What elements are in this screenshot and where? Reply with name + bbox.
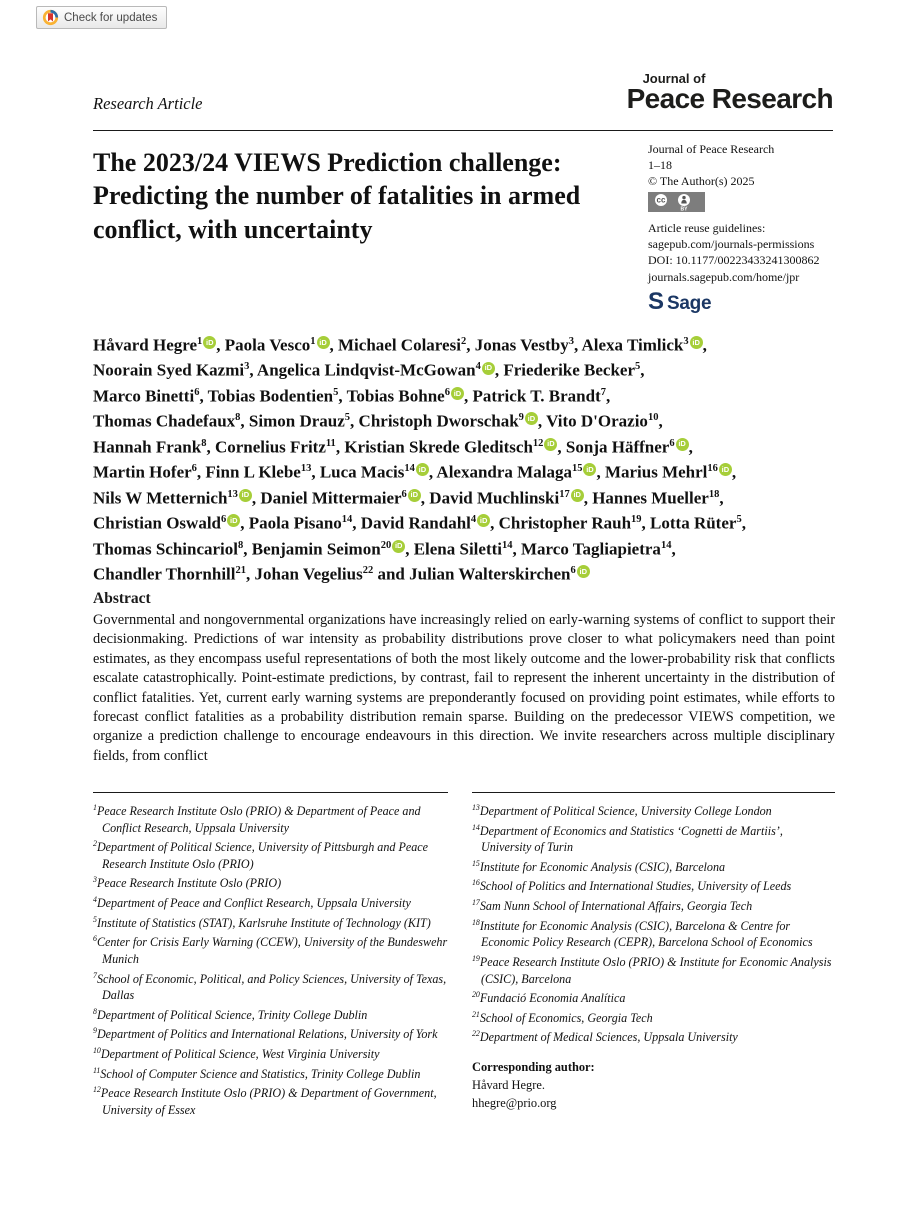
- check-for-updates-button[interactable]: [36, 6, 167, 29]
- author-affiliation-number: 4: [475, 361, 481, 373]
- header-divider: [93, 130, 833, 131]
- footnote: $^{22}$Department of Medical Sciences, Uppsala University: [472, 1029, 738, 1045]
- author-name: Finn L Klebe: [205, 462, 301, 482]
- footnote: $^3$Peace Research Institute Oslo (PRIO): [93, 875, 282, 891]
- orcid-icon[interactable]: iD: [227, 514, 240, 527]
- footnote-number: 19: [472, 953, 480, 963]
- author-name: Marco Binetti: [93, 386, 195, 406]
- author-affiliation-number: 5: [333, 386, 339, 398]
- author-name: Vito D'Orazio: [546, 412, 648, 432]
- footnote-number: 12: [93, 1085, 101, 1095]
- author-affiliation-number: 21: [235, 565, 247, 577]
- orcid-icon[interactable]: iD: [408, 489, 421, 502]
- orcid-icon[interactable]: iD: [577, 565, 590, 578]
- author-name: Marius Mehrl: [604, 462, 708, 482]
- author-affiliation-number: 8: [238, 539, 244, 551]
- author-name: Chandler Thornhill: [93, 564, 236, 584]
- orcid-icon[interactable]: iD: [690, 336, 703, 349]
- orcid-icon[interactable]: iD: [477, 514, 490, 527]
- footnote: $^8$Department of Political Science, Trinity College Dublin: [93, 1006, 368, 1022]
- author-name: Michael Colaresi: [338, 335, 461, 355]
- author-affiliation-number: 11: [325, 437, 336, 449]
- author-affiliation-number: 5: [635, 361, 641, 373]
- footnote: $^{20}$Fundació Economia Analítica: [472, 990, 626, 1006]
- author-name: Kristian Skrede Gleditsch: [344, 437, 533, 457]
- meta-page-range: 1–18: [648, 158, 672, 173]
- footnote: $^4$Department of Peace and Conflict Research, Uppsala University: [93, 895, 411, 911]
- sage-logo-wordmark: Sage: [667, 292, 712, 314]
- author-name: Luca Macis: [319, 462, 405, 482]
- footnote: $^{15}$Institute for Economic Analysis (CSIC), Barcelona: [472, 858, 726, 874]
- orcid-icon[interactable]: iD: [451, 387, 464, 400]
- footnote-number: 1: [93, 803, 97, 812]
- footnote: $^6$Center for Crisis Early Warning (CCEW), University of the Bundeswehr Munich: [93, 934, 448, 966]
- author-affiliation-number: 5: [344, 412, 351, 424]
- footnote: $^{13}$Department of Political Science, University College London: [472, 803, 772, 819]
- corresponding-author-name: Håvard Hegre.: [472, 1078, 545, 1093]
- corresponding-author-block: [472, 1059, 835, 1113]
- author-affiliation-number: 6: [570, 565, 576, 577]
- author-affiliation-number: 6: [194, 386, 200, 398]
- author-name: David Muchlinski: [429, 488, 560, 508]
- author-affiliation-number: 20: [380, 539, 392, 551]
- svg-text:BY: BY: [680, 206, 688, 213]
- orcid-icon[interactable]: iD: [482, 362, 495, 375]
- footnote-number: 9: [93, 1026, 97, 1036]
- author-name: Marco Tagliapietra: [521, 539, 661, 559]
- author-name: David Randahl: [360, 513, 471, 533]
- author-affiliation-number: 12: [532, 437, 544, 449]
- footnote-number: 17: [472, 898, 480, 908]
- author-name: Christopher Rauh: [498, 513, 632, 533]
- footnote: $^5$Institute of Statistics (STAT), Karlsruhe Institute of Technology (KIT): [93, 914, 431, 930]
- author-affiliation-number: 18: [708, 488, 720, 500]
- author-name: Martin Hofer: [93, 462, 192, 482]
- footnotes-right-column: [472, 792, 835, 1118]
- footnote-number: 16: [472, 878, 480, 888]
- footnote-number: 2: [93, 839, 97, 849]
- reuse-guidelines-label: Article reuse guidelines:: [648, 221, 766, 236]
- footnote-number: 15: [472, 858, 480, 868]
- author-name: Christoph Dworschak: [358, 412, 519, 432]
- footnotes-right-list: [472, 800, 835, 1046]
- corresponding-author-email[interactable]: hhegre@prio.org: [472, 1096, 557, 1110]
- author-affiliation-number: 6: [401, 488, 407, 500]
- abstract-heading: Abstract: [93, 590, 151, 607]
- journal-logo-main-line: Peace Research: [626, 83, 833, 114]
- footnote: $^{11}$School of Computer Science and Statistics, Trinity College Dublin: [93, 1065, 421, 1081]
- author-name: Nils W Metternich: [93, 488, 228, 508]
- footnote-number: 22: [472, 1029, 480, 1039]
- author-name: Jonas Vestby: [474, 335, 569, 355]
- author-affiliation-number: 10: [647, 412, 659, 424]
- author-affiliation-number: 14: [404, 463, 415, 475]
- footnote: $^{16}$School of Politics and International Studies, University of Leeds: [472, 878, 792, 894]
- orcid-icon[interactable]: iD: [525, 412, 538, 425]
- doi-text: DOI: 10.1177/00223433241300862: [648, 253, 820, 268]
- footnote: $^{14}$Department of Economics and Statistics ‘Cognetti de Martiis’, University of Turin: [472, 822, 783, 855]
- author-name: Tobias Bohne: [346, 386, 445, 406]
- author-name: Hannah Frank: [93, 437, 202, 457]
- author-name: Christian Oswald: [93, 513, 221, 533]
- footnotes-left-column: [93, 792, 448, 1118]
- author-name: Thomas Chadefaux: [93, 412, 236, 432]
- author-name: Friederike Becker: [503, 361, 636, 381]
- orcid-icon[interactable]: iD: [719, 463, 732, 476]
- author-affiliation-number: 2: [460, 336, 467, 347]
- svg-text:cc: cc: [656, 195, 666, 205]
- orcid-icon[interactable]: iD: [317, 336, 330, 349]
- author-affiliation-number: 13: [300, 463, 312, 475]
- sage-logo-mark: S: [648, 287, 665, 315]
- author-name: Alexandra Malaga: [436, 462, 572, 482]
- author-affiliation-number: 4: [470, 514, 477, 526]
- orcid-icon[interactable]: iD: [203, 336, 216, 349]
- orcid-icon[interactable]: iD: [544, 438, 557, 451]
- author-affiliation-number: 6: [669, 437, 675, 449]
- orcid-icon[interactable]: iD: [571, 489, 584, 502]
- author-list: Håvard Hegre$^1$ iD , Paola Vesco$^1$ iD , Michael Colaresi$^2$, Jonas Vestby$^3$, Alexa Timlick$^3$ iD , Noorain Syed Kazmi$^3$, Angelica Lindqvist-McGowan$^4$ iD , Friederike Becker$^5$, Marco Binetti$^6$, Tobias Bodentien$^5$, Tobias Bohne$^6$ iD , Patrick T. Brandt$^7$, Thomas Chadefaux$^8$, Simon Drauz$^5$, Christoph Dworschak$^9$ iD , Vito D'Orazio$^{10}$, Hannah Frank$^8$, Cornelius Fritz$^{11}$, Kristian Skrede Gleditsch$^{12}$ iD , Sonja Häffner$^6$ iD , Martin Hofer$^6$, Finn L Klebe$^{13}$, Luca Macis$^{14}$ iD , Alexandra Malaga$^{15}$ iD , Marius Mehrl$^{16}$ iD , Nils W Metternich$^{13}$ iD , Daniel Mittermaier$^6$ iD , David Muchlinski$^{17}$ iD , Hannes Mueller$^{18}$, Christian Oswald$^6$ iD , Paola Pisano$^{14}$, David Randahl$^4$ iD , Christopher Rauh$^{19}$, Lotta Rüter$^5$, Thomas Schincariol$^8$, Benjamin Seimon$^{20}$ iD , Elena Siletti$^{14}$, Marco Tagliapietra$^{14}$, Chandler Thornhill$^{21}$, Johan Vegelius$^{22}$ and Julian Walterskirchen$^6$ iD: [93, 335, 746, 584]
- author-name: Simon Drauz: [248, 412, 345, 432]
- footnote-number: 6: [93, 934, 97, 944]
- author-affiliation-number: 13: [227, 488, 238, 500]
- author-affiliation-number: 17: [559, 488, 570, 500]
- author-affiliation-number: 14: [341, 514, 353, 526]
- author-affiliation-number: 5: [736, 514, 742, 526]
- footnote-number: 18: [472, 917, 480, 927]
- author-name: Hannes Mueller: [592, 488, 709, 508]
- author-affiliation-number: 7: [600, 386, 607, 398]
- abstract-text: Governmental and nongovernmental organizations have increasingly relied on early-warning systems of conflict to support their decisionmaking. Predictions of war intensity as probability distributions prove closer to what policymakers need than point estimates, as they encompass useful representations of both the most likely outcome and the lower-probability risk that conflicts escalate catastrophically. Point-estimate predictions, by contrast, fail to represent the inherent uncertainty in the distribution of conflict fatalities. Yet, current early warning systems are preponderantly focused on providing point estimates, while efforts to forecast conflict fatalities as a probability distribution remain sparse. Building on the predecessor VIEWS competition, we organize a prediction challenge to encourage endeavours in this direction. We invite researchers across multiple disciplinary fields, from conflict: [93, 612, 835, 764]
- footnote-number: 13: [472, 803, 480, 812]
- author-name: Paola Vesco: [224, 335, 311, 355]
- author-affiliation-number: 1: [310, 336, 316, 347]
- page-title: The 2023/24 VIEWS Prediction challenge: Predicting the number of fatalities in armed conflict, with uncertainty: [93, 148, 581, 244]
- footnote: $^{10}$Department of Political Science, West Virginia University: [93, 1046, 380, 1062]
- author-name: Paola Pisano: [248, 513, 342, 533]
- footnote-number: 3: [93, 875, 97, 885]
- author-name: Håvard Hegre: [93, 335, 198, 355]
- footnote: $^{19}$Peace Research Institute Oslo (PRIO) & Institute for Economic Analysis (CSIC), Barcelona: [472, 953, 832, 986]
- author-affiliation-number: 6: [221, 514, 227, 526]
- footnote-number: 20: [472, 990, 480, 1000]
- author-affiliation-number: 3: [683, 336, 689, 347]
- orcid-icon[interactable]: iD: [583, 463, 596, 476]
- orcid-icon[interactable]: iD: [392, 540, 405, 553]
- author-affiliation-number: 16: [707, 463, 718, 475]
- author-affiliation-number: 3: [568, 336, 574, 347]
- author-name: Noorain Syed Kazmi: [93, 361, 245, 381]
- footnote: $^9$Department of Politics and International Relations, University of York: [93, 1026, 438, 1042]
- journal-logo-top-line: Journal of: [642, 71, 706, 86]
- author-affiliation-number: 8: [235, 412, 241, 424]
- author-name: Elena Siletti: [413, 539, 502, 559]
- author-name: Daniel Mittermaier: [260, 488, 402, 508]
- author-name: Tobias Bodentien: [207, 386, 334, 406]
- author-affiliation-number: 6: [444, 386, 450, 398]
- author-affiliation-number: 3: [244, 361, 250, 373]
- cc-by-license-badge: [648, 192, 840, 216]
- meta-journal-name: Journal of Peace Research: [648, 142, 775, 156]
- author-name: Patrick T. Brandt: [472, 386, 601, 406]
- author-affiliation-number: 19: [631, 514, 642, 526]
- sage-logo: [648, 287, 840, 315]
- author-name: Thomas Schincariol: [93, 539, 238, 559]
- footnotes-left-list: [93, 800, 448, 1118]
- author-name: Alexa Timlick: [581, 335, 684, 355]
- footnote-number: 14: [472, 822, 480, 832]
- author-name: Benjamin Seimon: [251, 539, 381, 559]
- footnote: $^{18}$Institute for Economic Analysis (CSIC), Barcelona & Centre for Economic Policy Research (CEPR), Barcelona School of Economics: [472, 917, 813, 950]
- author-name: Julian Walterskirchen: [409, 564, 571, 584]
- author-name: Johan Vegelius: [254, 564, 363, 584]
- reuse-guidelines-link[interactable]: sagepub.com/journals-permissions: [648, 237, 815, 252]
- affiliation-footnotes: [93, 792, 835, 1118]
- author-affiliation-number: 9: [518, 412, 524, 424]
- journal-homepage-link[interactable]: journals.sagepub.com/home/jpr: [648, 269, 800, 284]
- article-type-label: Research Article: [93, 94, 203, 113]
- footnote-number: 8: [93, 1006, 97, 1016]
- author-affiliation-number: 22: [362, 565, 374, 577]
- footnote-number: 4: [93, 895, 97, 905]
- author-name: Cornelius Fritz: [214, 437, 326, 457]
- footnote-number: 10: [93, 1046, 101, 1055]
- orcid-icon[interactable]: iD: [416, 463, 429, 476]
- author-affiliation-number: 6: [191, 463, 197, 475]
- author-affiliation-number: 8: [201, 437, 207, 449]
- journal-logo: [627, 71, 833, 115]
- footnote-number: 21: [472, 1009, 480, 1019]
- footnote: $^7$School of Economic, Political, and Policy Sciences, University of Texas, Dallas: [93, 970, 447, 1003]
- footnote: $^1$Peace Research Institute Oslo (PRIO) & Department of Peace and Conflict Research, Uppsala University: [93, 803, 421, 835]
- author-name: Lotta Rüter: [650, 513, 737, 533]
- meta-copyright: © The Author(s) 2025: [648, 174, 755, 189]
- footnote: $^2$Department of Political Science, University of Pittsburgh and Peace Research Institute Oslo (PRIO): [93, 839, 428, 871]
- orcid-icon[interactable]: iD: [676, 438, 689, 451]
- author-affiliation-number: 1: [197, 336, 203, 347]
- footnote: $^{12}$Peace Research Institute Oslo (PRIO) & Department of Government, University of Essex: [93, 1085, 437, 1117]
- crossmark-icon: [42, 9, 59, 26]
- footnote: $^{17}$Sam Nunn School of International Affairs, Georgia Tech: [472, 898, 753, 914]
- journal-metadata: [648, 141, 840, 314]
- author-affiliation-number: 15: [571, 463, 583, 475]
- check-for-updates-label: Check for updates: [64, 11, 158, 24]
- footnote-number: 11: [93, 1065, 101, 1075]
- author-affiliation-number: 14: [502, 539, 513, 551]
- footnote: $^{21}$School of Economics, Georgia Tech: [472, 1009, 653, 1025]
- footnote-number: 7: [93, 970, 97, 980]
- author-name: Angelica Lindqvist-McGowan: [256, 361, 476, 381]
- orcid-icon[interactable]: iD: [239, 489, 252, 502]
- author-affiliation-number: 14: [660, 539, 672, 551]
- footnote-number: 5: [93, 914, 97, 924]
- author-name: Sonja Häffner: [565, 437, 670, 457]
- corresponding-author-heading: Corresponding author:: [472, 1060, 595, 1075]
